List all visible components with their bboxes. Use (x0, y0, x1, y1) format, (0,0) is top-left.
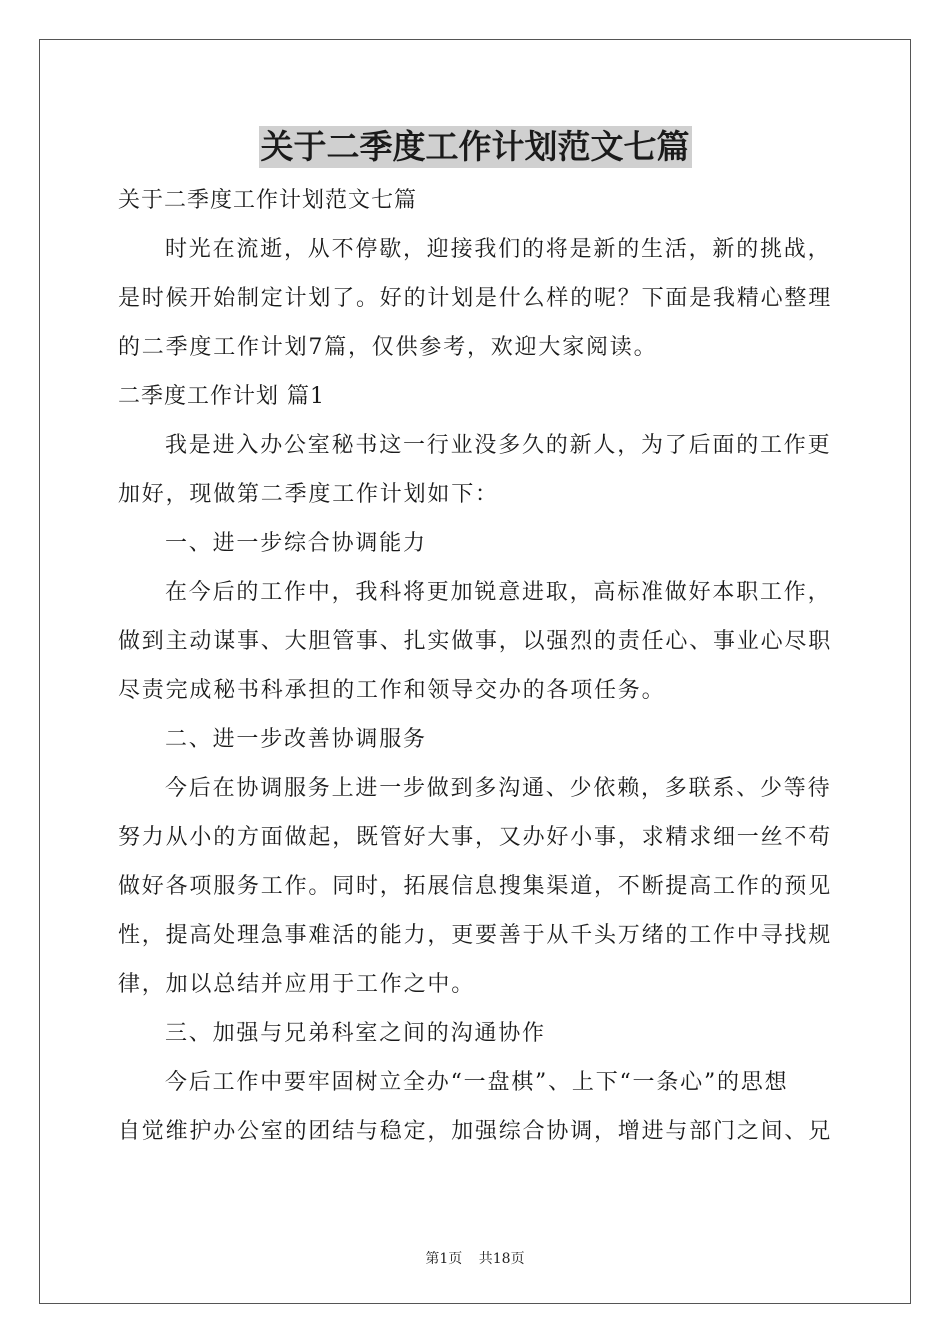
document-title-container (0, 126, 950, 172)
section-heading: 二季度工作计划 篇1 (118, 384, 325, 409)
paragraph-line: 性，提高处理急事难活的能力，更要善于从千头万绪的工作中寻找规 (118, 923, 833, 948)
item-heading: 三、加强与兄弟科室之间的沟通协作 (165, 1021, 546, 1046)
paragraph-line: 今后工作中要牢固树立全办“一盘棋”、上下“一条心”的思想 (165, 1070, 789, 1095)
item-heading: 二、进一步改善协调服务 (165, 727, 427, 752)
item-heading: 一、进一步综合协调能力 (165, 531, 427, 556)
paragraph-line: 自觉维护办公室的团结与稳定，加强综合协调，增进与部门之间、兄 (118, 1119, 833, 1144)
paragraph-line: 做好各项服务工作。同时，拓展信息搜集渠道，不断提高工作的预见 (118, 874, 833, 899)
document-body (118, 176, 834, 1156)
page-footer (0, 1248, 950, 1268)
paragraph-line: 尽责完成秘书科承担的工作和领导交办的各项任务。 (118, 678, 666, 703)
subtitle: 关于二季度工作计划范文七篇 (118, 188, 418, 213)
paragraph-line: 我是进入办公室秘书这一行业没多久的新人，为了后面的工作更 (165, 433, 832, 458)
paragraph-line: 在今后的工作中，我科将更加锐意进取，高标准做好本职工作， (165, 580, 832, 605)
paragraph-line: 今后在协调服务上进一步做到多沟通、少依赖，多联系、少等待 (165, 776, 832, 801)
paragraph-line: 加好，现做第二季度工作计划如下： (118, 482, 499, 507)
paragraph-line: 时光在流逝，从不停歇，迎接我们的将是新的生活，新的挑战， (165, 237, 832, 262)
document-title: 关于二季度工作计划范文七篇 (260, 127, 690, 166)
paragraph-line: 努力从小的方面做起，既管好大事，又办好小事，求精求细一丝不苟 (118, 825, 833, 850)
page-number: 第1页 (425, 1251, 463, 1267)
paragraph-line: 是时候开始制定计划了。好的计划是什么样的呢？下面是我精心整理 (118, 286, 833, 311)
page-total: 共18页 (478, 1251, 525, 1267)
paragraph-line: 律，加以总结并应用于工作之中。 (118, 972, 476, 997)
paragraph-line: 做到主动谋事、大胆管事、扎实做事，以强烈的责任心、事业心尽职 (118, 629, 833, 654)
paragraph-line: 的二季度工作计划7篇，仅供参考，欢迎大家阅读。 (118, 335, 658, 360)
